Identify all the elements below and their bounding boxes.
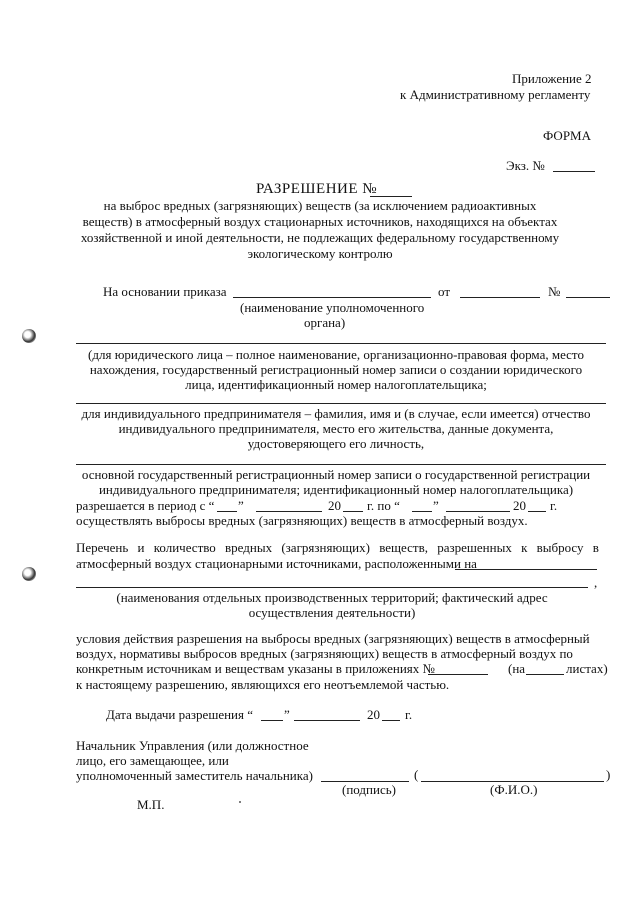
period-start-month-field[interactable] <box>256 511 322 512</box>
location-hint-line2: осуществления деятельности) <box>248 605 416 620</box>
permit-number-field[interactable] <box>370 196 412 197</box>
chief-line2: лицо, его замещающее, или <box>76 753 229 768</box>
ip-hint-line1: для индивидуального предпринимателя – фамилия, имя и (в случае, если имеется) отчество <box>81 406 591 421</box>
legal-hint-line3: лица, идентификационный номер налогоплательщика; <box>185 377 487 392</box>
basis-hint-line2: органа) <box>304 315 346 330</box>
issue-date-label: Дата выдачи разрешения “ <box>106 707 254 722</box>
ip-hint-line3: удостоверяющего его личность, <box>247 436 425 451</box>
issue-month-field[interactable] <box>294 720 360 721</box>
ip-hint-line2: индивидуального предпринимателя, место его жительства, данные документа, <box>118 421 554 436</box>
period-end-g: г. <box>550 498 558 513</box>
legal-hint-line1: (для юридического лица – полное наименование, организационно-правовая форма, место <box>88 347 584 362</box>
legal-hint-line2: нахождения, государственный регистрационный номер записи о создании юридического <box>89 362 583 377</box>
fio-paren-close: ) <box>606 767 611 782</box>
order-date-field[interactable] <box>460 297 540 298</box>
list-text-line2: атмосферный воздух стационарными источниками, расположенными на <box>76 556 477 571</box>
conditions-line3a: конкретным источникам и веществам указаны в приложениях № <box>76 661 435 676</box>
issue-date-g: г. <box>405 707 413 722</box>
copy-number-field[interactable] <box>553 171 595 172</box>
period-end-year-field[interactable] <box>528 511 546 512</box>
forma-label: ФОРМА <box>543 128 591 143</box>
period-end-year-prefix: 20 <box>513 498 526 513</box>
basis-number-label: № <box>548 284 561 299</box>
subtitle-line2: веществ) в атмосферный воздух стационарных источников, находящихся на объектах <box>82 214 558 229</box>
stamp-label: М.П. <box>137 797 165 812</box>
period-end-label: г. по “ <box>367 498 400 513</box>
period-end-month-field[interactable] <box>446 511 510 512</box>
location-field[interactable] <box>76 587 588 588</box>
signature-hint: (подпись) <box>342 782 396 797</box>
fio-hint: (Ф.И.О.) <box>490 782 538 797</box>
legal-entity-field[interactable] <box>76 343 606 344</box>
appendix-line1: Приложение 2 <box>512 71 592 86</box>
issue-day-field[interactable] <box>261 720 283 721</box>
conditions-line4: к настоящему разрешению, являющихся его неотъемлемой частью. <box>76 677 450 692</box>
period-start-year-field[interactable] <box>343 511 363 512</box>
period-start-year-prefix: 20 <box>328 498 341 513</box>
copy-number-label: Экз. № <box>506 158 545 173</box>
period-end-day-field[interactable] <box>412 511 432 512</box>
order-number-field[interactable] <box>566 297 610 298</box>
subtitle-line3: хозяйственной и иной деятельности, не подлежащих федеральному государственному <box>80 230 560 245</box>
issue-year-prefix: 20 <box>367 707 380 722</box>
basis-from-label: от <box>438 284 451 299</box>
chief-line3: уполномоченный заместитель начальника) <box>76 768 313 783</box>
conditions-line2: воздух, нормативы выбросов вредных (загрязняющих) веществ в атмосферный воздух по <box>76 646 573 661</box>
period-start-quote: ” <box>238 498 244 513</box>
issue-year-field[interactable] <box>382 720 400 721</box>
ogrnip-hint-line1: основной государственный регистрационный номер записи о государственной регистрации <box>81 467 591 482</box>
period-start-day-field[interactable] <box>217 511 237 512</box>
individual-entrepreneur-field[interactable] <box>76 403 606 404</box>
basis-hint-line1: (наименование уполномоченного <box>240 300 425 315</box>
period-end-quote: ” <box>433 498 439 513</box>
location-comma: , <box>594 575 598 590</box>
sheets-count-field[interactable] <box>526 674 564 675</box>
punch-hole-bottom <box>22 567 36 581</box>
conditions-line3b: (на <box>508 661 526 676</box>
list-text-line1: Перечень и количество вредных (загрязняющих) веществ, разрешенных к выбросу в <box>76 540 599 555</box>
subtitle-line4: экологическому контролю <box>247 246 393 261</box>
period-start-label: разрешается в период с “ <box>76 498 215 513</box>
subtitle-line1: на выброс вредных (загрязняющих) веществ (за исключением радиоактивных <box>103 198 537 213</box>
conditions-line1: условия действия разрешения на выбросы вредных (загрязняющих) веществ в атмосферный <box>76 631 590 646</box>
appendix-line2: к Административному регламенту <box>400 87 591 102</box>
punch-hole-top <box>22 329 36 343</box>
order-authority-field[interactable] <box>233 297 431 298</box>
appendix-numbers-field[interactable] <box>428 674 488 675</box>
scan-dot <box>239 801 241 803</box>
basis-label: На основании приказа <box>103 284 227 299</box>
document-title: РАЗРЕШЕНИЕ № <box>256 181 378 197</box>
ogrnip-field[interactable] <box>76 464 606 465</box>
ogrnip-hint-line2: индивидуального предпринимателя; идентификационный номер налогоплательщика) <box>98 482 574 497</box>
chief-line1: Начальник Управления (или должностное <box>76 738 309 753</box>
issue-date-quote: ” <box>284 707 290 722</box>
conditions-line3c: листах) <box>566 661 608 676</box>
location-hint-line1: (наименования отдельных производственных территорий; фактический адрес <box>116 590 548 605</box>
fio-paren-open: ( <box>414 767 419 782</box>
location-field-start[interactable] <box>455 569 597 570</box>
allow-line: осуществлять выбросы вредных (загрязняющих) веществ в атмосферный воздух. <box>76 513 528 528</box>
